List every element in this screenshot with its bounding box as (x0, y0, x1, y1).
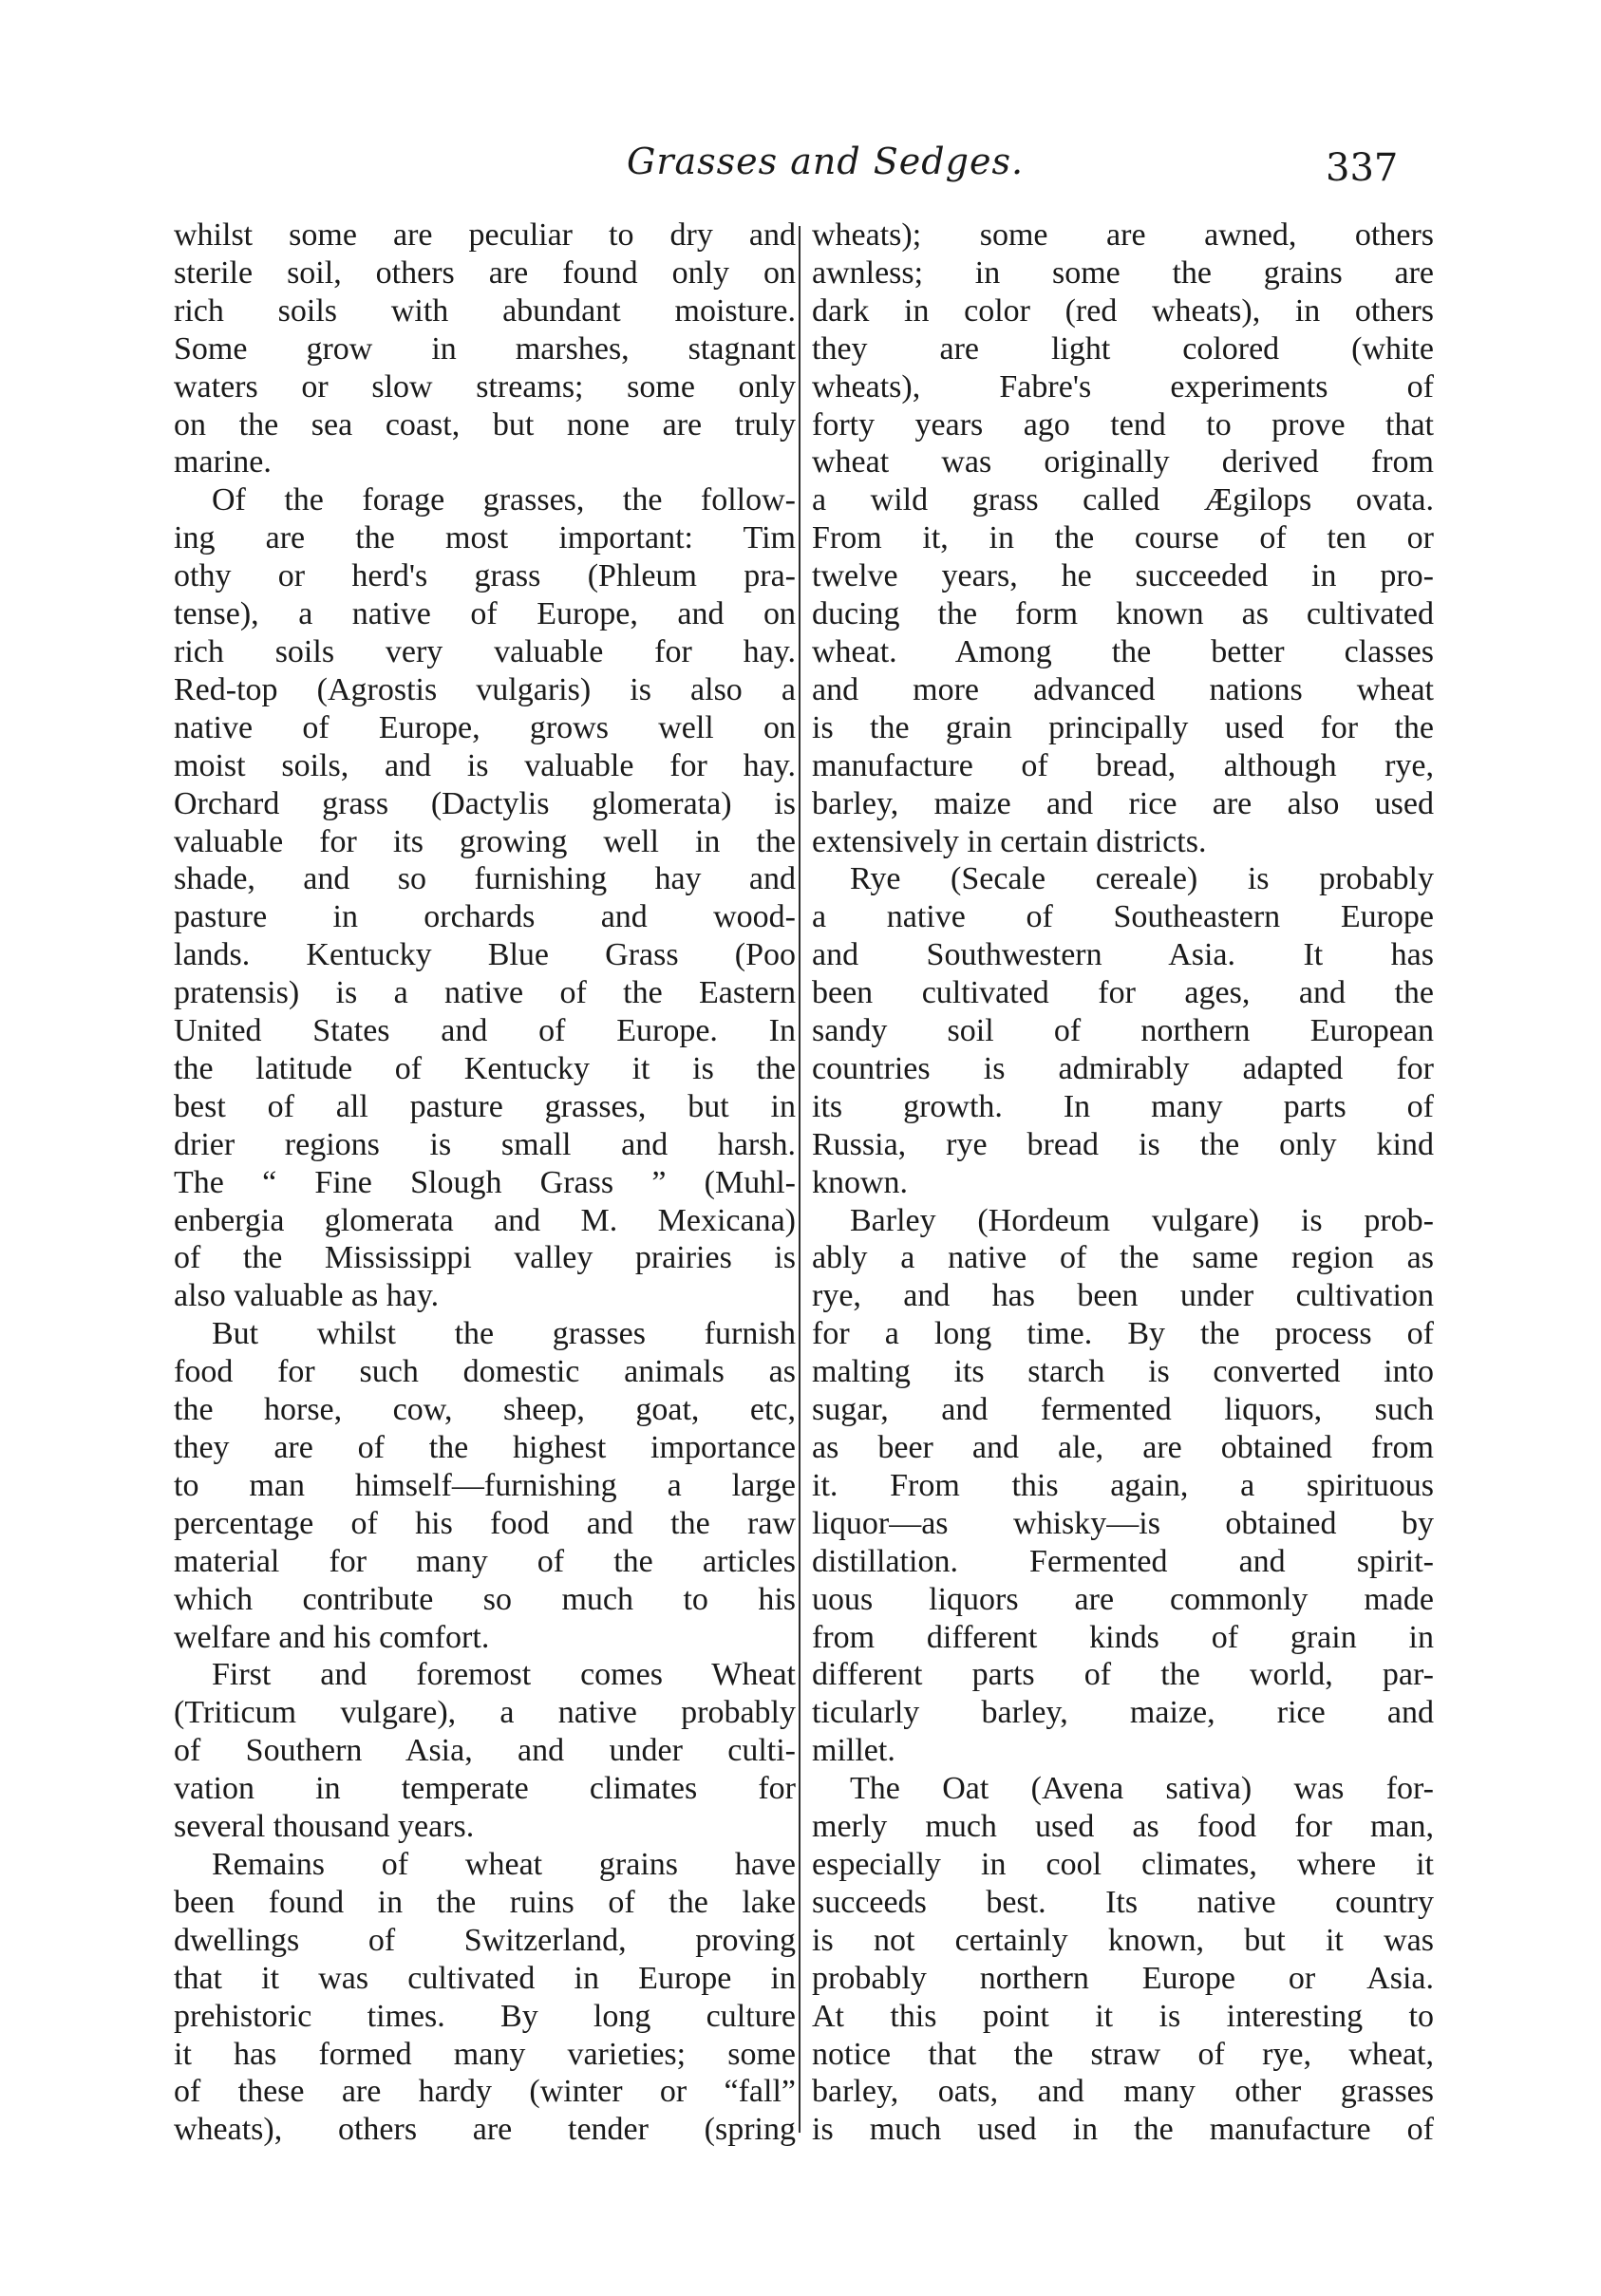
text-line: lands. Kentucky Blue Grass (Poo (174, 937, 796, 973)
text-line: also valuable as hay. (174, 1278, 440, 1314)
text-line: But whilst the grasses furnish (212, 1316, 796, 1352)
text-line: uous liquors are commonly made (812, 1581, 1434, 1617)
text-line: sterile soil, others are found only on (174, 254, 796, 291)
text-line: wheat was originally derived from (812, 444, 1434, 480)
text-line: sandy soil of northern European (812, 1013, 1434, 1049)
text-line: of Southern Asia, and under culti- (174, 1733, 796, 1769)
text-line: the latitude of Kentucky it is the (174, 1050, 796, 1086)
text-line: is not certainly known, but it was (812, 1922, 1434, 1958)
text-line: wheats); some are awned, others (812, 217, 1434, 253)
text-line: Of the forage grasses, the follow- (212, 482, 796, 518)
text-line: food for such domestic animals as (174, 1354, 796, 1390)
text-line: othy or herd's grass (Phleum pra- (174, 558, 796, 594)
text-line: is much used in the manufacture of (812, 2112, 1434, 2148)
text-line: best of all pasture grasses, but in (174, 1088, 796, 1124)
text-line: rich soils very valuable for hay. (174, 633, 796, 669)
text-line: of these are hardy (winter or “fall” (174, 2074, 796, 2110)
text-line: been cultivated for ages, and the (812, 975, 1434, 1011)
text-line: manufacture of bread, although rye, (812, 747, 1434, 783)
text-line: it has formed many varieties; some (174, 2036, 796, 2072)
text-line: Rye (Secale cereale) is probably (850, 861, 1434, 897)
text-line: rich soils with abundant moisture. (174, 292, 796, 329)
text-line: known. (812, 1164, 909, 1200)
text-line: dark in color (red wheats), in others (812, 292, 1434, 329)
text-line: Russia, rye bread is the only kind (812, 1126, 1434, 1162)
text-line: vation in temperate climates for (174, 1771, 796, 1807)
text-line: wheats), others are tender (spring (174, 2112, 796, 2148)
text-line: probably northern Europe or Asia. (812, 1960, 1434, 1996)
text-line: pasture in orchards and wood- (174, 899, 796, 935)
text-line: its growth. In many parts of (812, 1088, 1434, 1124)
text-line: valuable for its growing well in the (174, 823, 796, 859)
text-line: tense), a native of Europe, and on (174, 596, 796, 632)
text-line: moist soils, and is valuable for hay. (174, 747, 796, 783)
text-line: and Southwestern Asia. It has (812, 937, 1434, 973)
text-line: ticularly barley, maize, rice and (812, 1695, 1434, 1731)
text-line: to man himself—furnishing a large (174, 1467, 796, 1503)
text-line: they are of the highest importance (174, 1430, 796, 1465)
text-line: Remains of wheat grains have (212, 1846, 796, 1882)
text-line: marine. (174, 444, 272, 480)
text-line: is the grain principally used for the (812, 709, 1434, 745)
text-line: sugar, and fermented liquors, such (812, 1392, 1434, 1428)
text-line: of the Mississippi valley prairies is (174, 1240, 796, 1276)
text-line: they are light colored (white (812, 330, 1434, 367)
column-divider (799, 226, 800, 2133)
text-line: (Triticum vulgare), a native probably (174, 1695, 796, 1731)
text-line: awnless; in some the grains are (812, 254, 1434, 291)
text-line: wheat. Among the better classes (812, 633, 1434, 669)
text-line: wheats), Fabre's experiments of (812, 368, 1434, 405)
text-line: millet. (812, 1733, 895, 1769)
text-line: dwellings of Switzerland, proving (174, 1922, 796, 1958)
text-line: that it was cultivated in Europe in (174, 1960, 796, 1996)
text-line: At this point it is interesting to (812, 1998, 1434, 2034)
text-line: waters or slow streams; some only (174, 368, 796, 405)
text-line: rye, and has been under cultivation (812, 1278, 1434, 1314)
text-line: enbergia glomerata and M. Mexicana) (174, 1202, 796, 1238)
text-line: drier regions is small and harsh. (174, 1126, 796, 1162)
text-line: liquor—as whisky—is obtained by (812, 1505, 1434, 1541)
text-line: The “ Fine Slough Grass ” (Muhl- (174, 1164, 796, 1200)
text-line: Some grow in marshes, stagnant (174, 330, 796, 367)
text-line: barley, maize and rice are also used (812, 785, 1434, 821)
text-line: ducing the form known as cultivated (812, 596, 1434, 632)
text-line: barley, oats, and many other grasses (812, 2074, 1434, 2110)
text-line: First and foremost comes Wheat (212, 1657, 796, 1693)
text-line: percentage of his food and the raw (174, 1505, 796, 1541)
running-head (0, 122, 1601, 190)
text-line: Red-top (Agrostis vulgaris) is also a (174, 671, 796, 707)
text-line: Barley (Hordeum vulgare) is prob- (850, 1202, 1434, 1238)
text-line: on the sea coast, but none are truly (174, 406, 796, 442)
text-line: The Oat (Avena sativa) was for- (850, 1771, 1434, 1807)
text-line: succeeds best. Its native country (812, 1884, 1434, 1920)
text-line: a wild grass called Ægilops ovata. (812, 482, 1434, 518)
text-line: the horse, cow, sheep, goat, etc, (174, 1392, 796, 1428)
text-line: shade, and so furnishing hay and (174, 861, 796, 897)
text-line: United States and of Europe. In (174, 1013, 796, 1049)
text-line: whilst some are peculiar to dry and (174, 217, 796, 253)
text-line: prehistoric times. By long culture (174, 1998, 796, 2034)
text-line: merly much used as food for man, (812, 1809, 1434, 1845)
text-line: a native of Southeastern Europe (812, 899, 1434, 935)
text-line: as beer and ale, are obtained from (812, 1430, 1434, 1465)
text-line: and more advanced nations wheat (812, 671, 1434, 707)
text-line: twelve years, he succeeded in pro- (812, 558, 1434, 594)
text-line: forty years ago tend to prove that (812, 406, 1434, 442)
text-line: extensively in certain districts. (812, 823, 1207, 859)
text-line: malting its starch is converted into (812, 1354, 1434, 1390)
text-line: different parts of the world, par- (812, 1657, 1434, 1693)
text-line: from different kinds of grain in (812, 1619, 1434, 1655)
text-line: several thousand years. (174, 1809, 475, 1845)
running-title: Grasses and Sedges. (627, 141, 1025, 182)
text-line: distillation. Fermented and spirit- (812, 1543, 1434, 1579)
text-line: From it, in the course of ten or (812, 520, 1434, 556)
text-line: material for many of the articles (174, 1543, 796, 1579)
text-line: been found in the ruins of the lake (174, 1884, 796, 1920)
text-line: Orchard grass (Dactylis glomerata) is (174, 785, 796, 821)
text-line: which contribute so much to his (174, 1581, 796, 1617)
text-line: pratensis) is a native of the Eastern (174, 975, 796, 1011)
text-line: welfare and his comfort. (174, 1619, 490, 1655)
text-line: for a long time. By the process of (812, 1316, 1434, 1352)
text-line: ing are the most important: Tim (174, 520, 796, 556)
text-line: especially in cool climates, where it (812, 1846, 1434, 1882)
text-line: ably a native of the same region as (812, 1240, 1434, 1276)
text-line: countries is admirably adapted for (812, 1050, 1434, 1086)
right-column (812, 216, 1434, 2149)
page-number: 337 (1326, 146, 1399, 190)
text-line: it. From this again, a spirituous (812, 1467, 1434, 1503)
text-line: notice that the straw of rye, wheat, (812, 2036, 1434, 2072)
left-column (174, 216, 796, 2149)
text-line: native of Europe, grows well on (174, 709, 796, 745)
